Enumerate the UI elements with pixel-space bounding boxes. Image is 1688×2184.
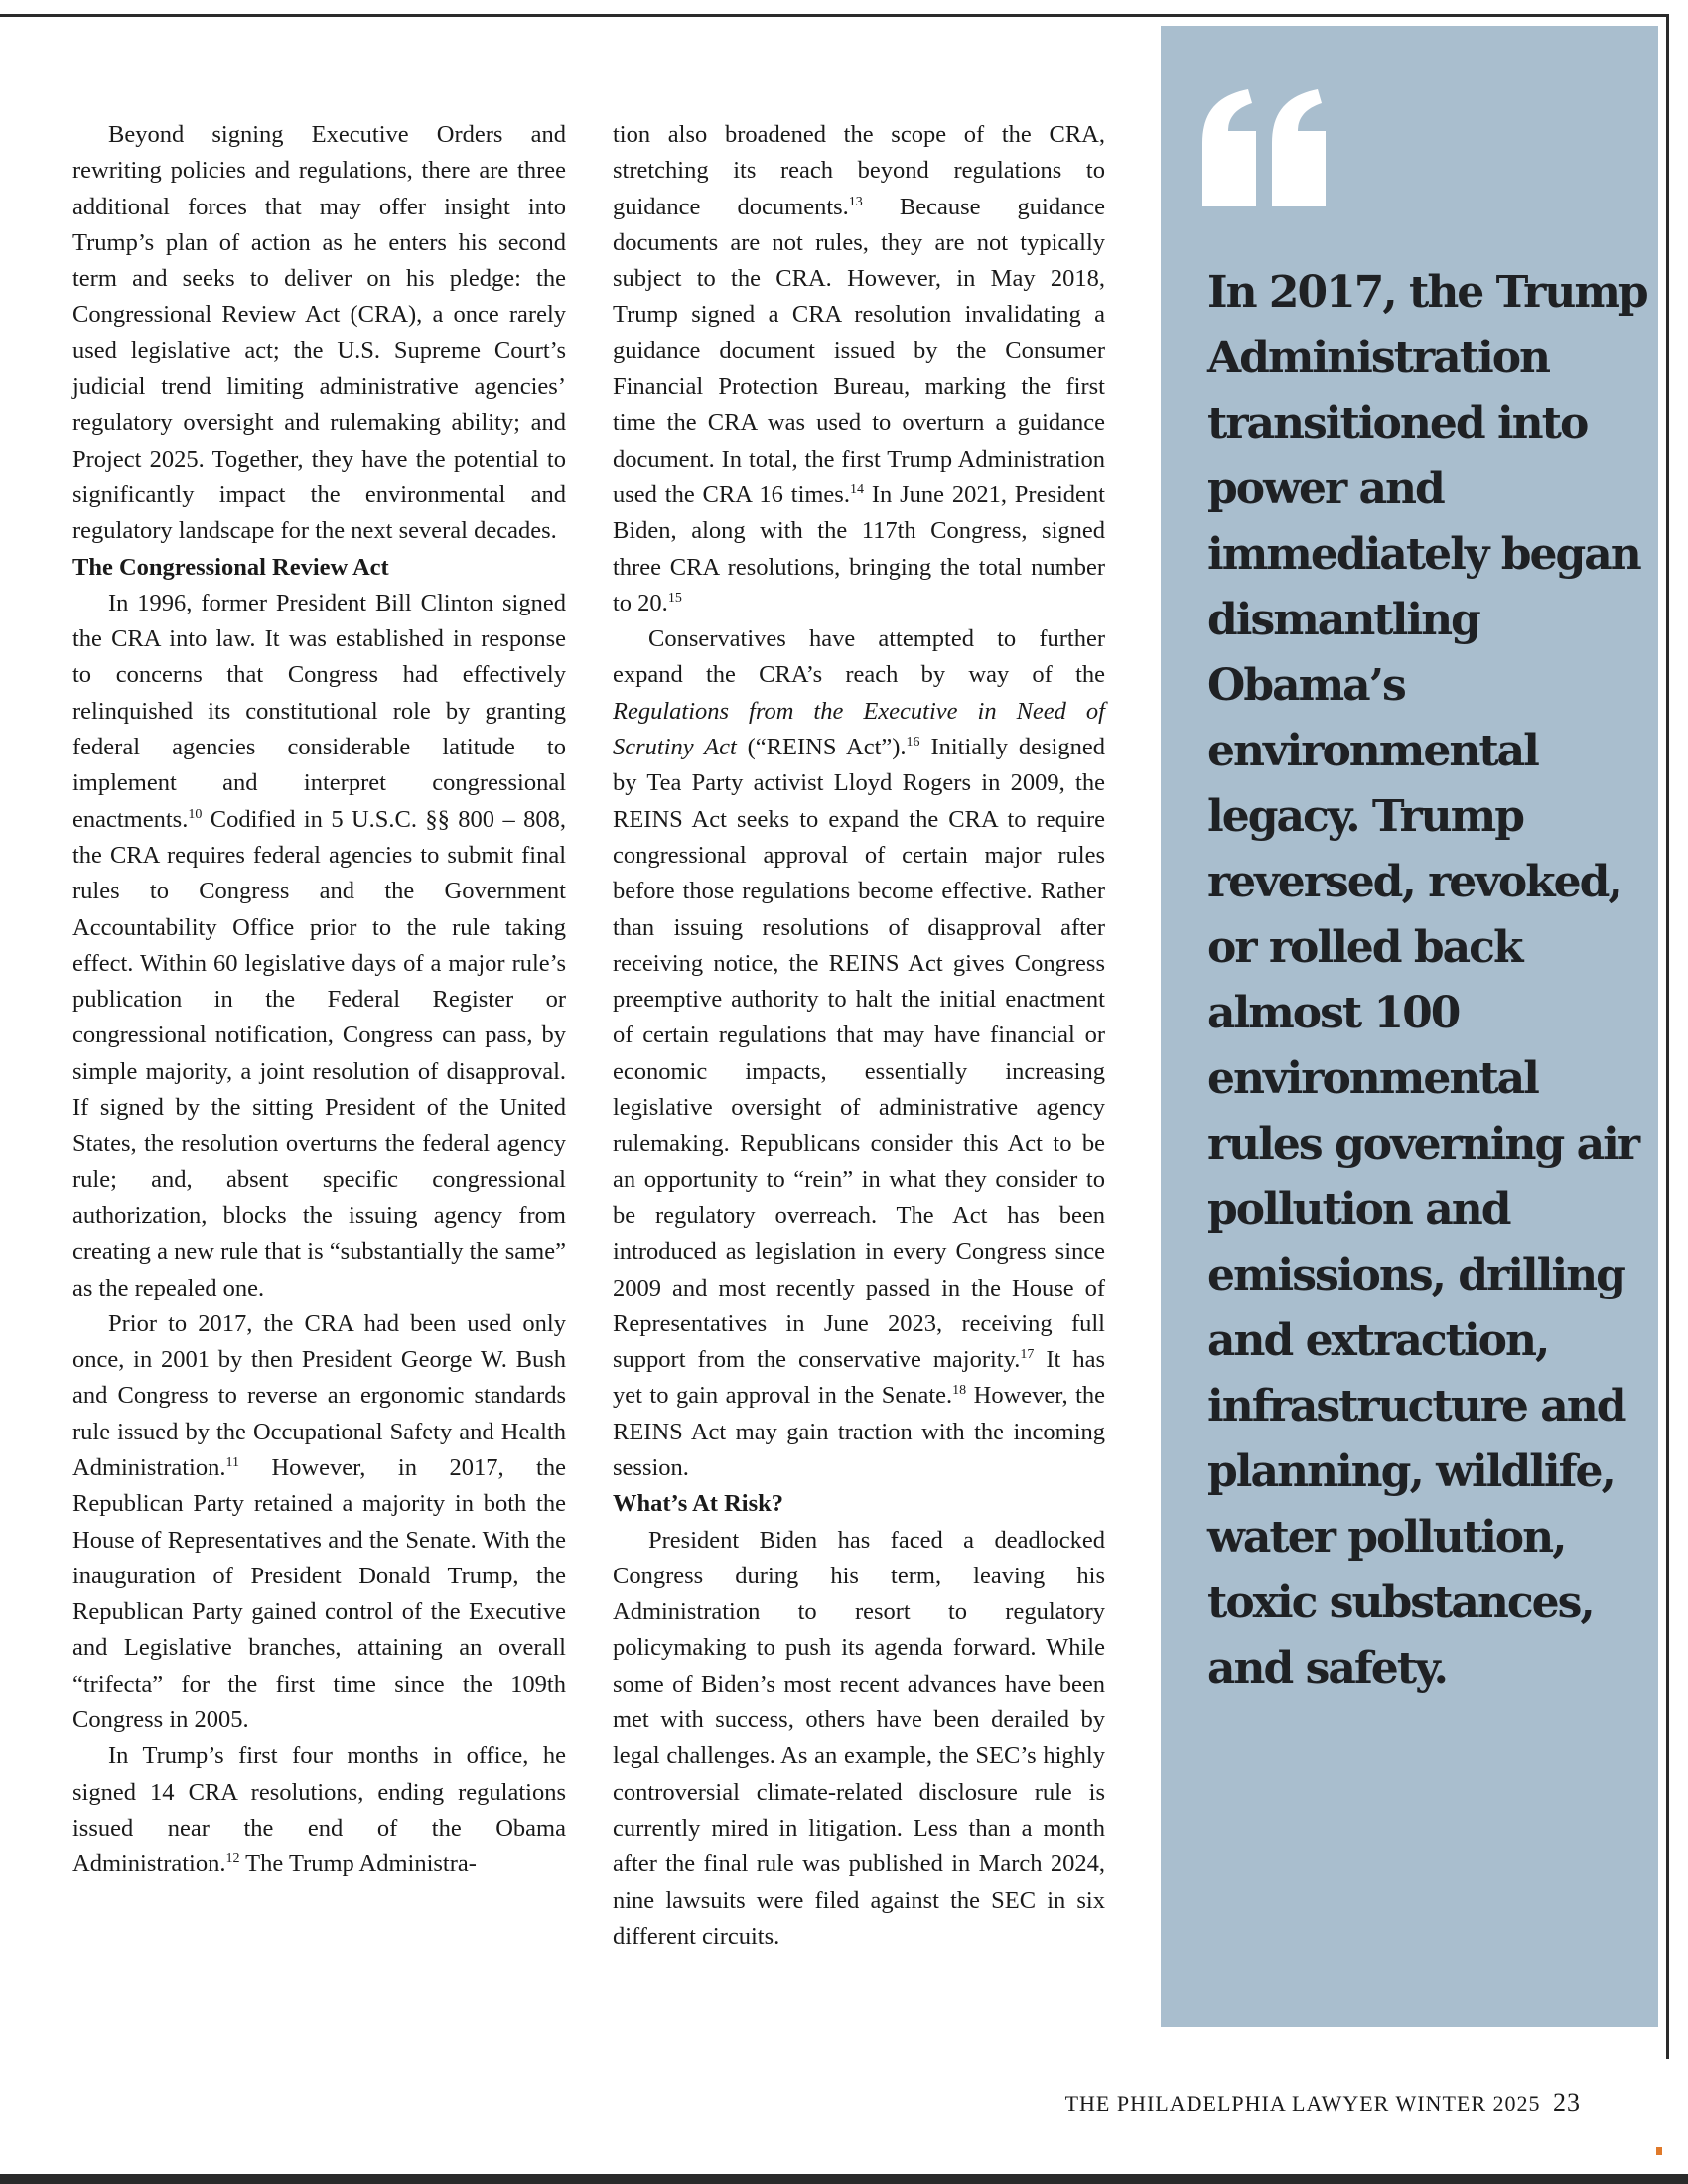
footnote-ref: 12 [225,1851,240,1867]
paragraph-reins-act [613,621,1105,1486]
footnote-ref: 15 [667,590,682,606]
paragraph-cra-scope [613,117,1105,621]
paragraph-trump-first-months [72,1738,566,1882]
text-run: Initially designed by Tea Party activist Lloyd Rogers in 2009, the REINS Act seeks to expand the CRA to require congressional approval of certain major rules before those regulations become effective. Rather than issuing resolutions of disapproval after receiving notice, the REINS Act gives Congress preemptive authority to halt the initial enactment of certain regulations that may have financial or economic impacts, essentially increasing legislative oversight of administrative agency rulemaking. Republicans consider this Act to be an opportunity to “rein” in what they consider to be regulatory overreach. The Act has been introduced as legislation in every Congress since 2009 and most recently passed in the House of Representatives in June 2023, receiving full support from the conservative majority. [613,734,1105,1374]
edge-color-mark [1656,2147,1662,2155]
text-run: Conservatives have attempted to further expand the CRA’s reach by way of the [613,625,1105,689]
footnote-ref: 18 [952,1383,967,1399]
paragraph-intro: Beyond signing Executive Orders and rewriting policies and regulations, there are three additional forces that may offer insight into Trump’s plan of action as he enters his second term and seeks to deliver on his pledge: the Congressional Review Act (CRA), a once rarely used legislative act; the U.S. Supreme Court’s judicial trend limiting administrative agencies’ regulatory oversight and rulemaking ability; and Project 2025. Together, they have the potential to significantly impact the environmental and regulatory landscape for the next several decades. [72,121,566,545]
paragraph-cra-history [72,1306,566,1739]
article-column-left [72,117,566,1883]
text-run: In June 2021, President Biden, along with the 117th Congress, signed three CRA resolutions, bringing the total number to 20. [613,480,1105,616]
footnote-ref: 17 [1020,1346,1035,1362]
text-run: tion also broadened the scope of the CRA, stretching its reach beyond regulations to guidance documents. [613,121,1105,220]
publication-name: THE PHILADELPHIA LAWYER [1064,2091,1390,2116]
text-run: Because guidance documents are not rules, they are not typically subject to the CRA. However, in May 2018, Trump signed a CRA resolution invalidating a guidance document issued by the Consumer Financial Protection Bureau, marking the first time the CRA was used to overturn a guidance document. In total, the first Trump Administration used the CRA 16 times. [613,193,1105,508]
text-run: In 1996, former President Bill Clinton signed the CRA into law. It was established in response to concerns that Congress had effectively relinquished its constitutional role by granting federal agencies considerable latitude to implement and interpret congressional enactments. [72,589,566,833]
text-run: It has yet to gain approval in the Senate. [613,1346,1106,1410]
text-run: The Trump Administra- [239,1850,477,1878]
page-number: 23 [1553,2088,1581,2116]
act-title-italic: Regulations from the Executive in Need of Scrutiny Act [613,697,1105,761]
text-run: However, in 2017, the Republican Party retained a majority in both the House of Representatives and the Senate. With the inauguration of President Donald Trump, the Republican Party gained control of the Executive and Legislative branches, attaining an overall “trifecta” for the first time since the 109th Congress in 2005. [72,1453,566,1734]
footnote-ref: 14 [849,481,864,497]
article-column-middle [613,117,1105,1955]
issue-label: WINTER 2025 [1395,2091,1541,2116]
text-run: (“REINS Act”). [736,734,907,761]
top-rule [0,14,1666,17]
page-footer [1065,2088,1581,2117]
page-edge-rule [1666,14,1669,2059]
pull-quote-text: In 2017, the Trump Administration transitioned into power and immediately began dismantling Obama’s environmental legacy. Trump reversed, revoked, or rolled back almost 100 environmental rules governing air pollution and emissions, drilling and extraction, infrastructure and planning, wildlife, water pollution, toxic substances, and safety. [1207,267,1647,1694]
section-heading-risk: What’s At Risk? [613,1490,783,1518]
paragraph-cra-origin [72,586,566,1306]
section-heading-cra: The Congressional Review Act [72,553,389,581]
footnote-ref: 16 [906,734,920,750]
open-quote-icon [1196,81,1336,220]
footnote-ref: 11 [225,1454,239,1470]
text-run: However, the REINS Act may gain traction with the incoming session. [613,1382,1105,1481]
paragraph-biden-deadlock: President Biden has faced a deadlocked Congress during his term, leaving his Administration to resort to regulatory policymaking to push its agenda forward. While some of Biden’s most recent advances have been met with success, others have been derailed by legal challenges. As an example, the SEC’s highly controversial climate-related disclosure rule is currently mired in litigation. Less than a month after the final rule was published in March 2024, nine lawsuits were filed against the SEC in six different circuits. [613,1526,1105,1950]
text-run: In Trump’s first four months in office, he signed 14 CRA resolutions, ending regulations issued near the end of the Obama Administration. [72,1742,566,1878]
bottom-rule [0,2174,1688,2184]
footnote-ref: 10 [188,806,203,822]
footnote-ref: 13 [848,194,863,209]
text-run: Prior to 2017, the CRA had been used only once, in 2001 by then President George W. Bush and Congress to reverse an ergonomic standards rule issued by the Occupational Safety and Health Administration. [72,1309,566,1481]
text-run: Codified in 5 U.S.C. §§ 800 – 808, the CRA requires federal agencies to submit final rules to Congress and the Government Accountability Office prior to the rule taking effect. Within 60 legislative days of a major rule’s publication in the Federal Register or congressional notification, Congress can pass, by simple majority, a joint resolution of disapproval. If signed by the sitting President of the United States, the resolution overturns the federal agency rule; and, absent specific congressional authorization, blocks the issuing agency from creating a new rule that is “substantially the same” as the repealed one. [72,805,566,1301]
